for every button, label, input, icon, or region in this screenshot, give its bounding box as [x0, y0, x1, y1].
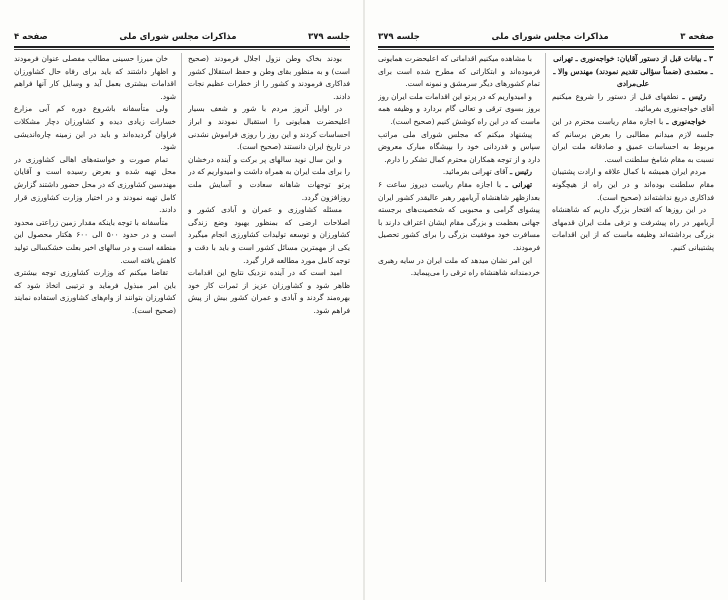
paragraph: تقاضا میکنم که وزارت کشاورزی توجه بیشتری باین امر مبذول فرماید و ترتیبی اتخاذ شود که کشاورزان بتوانند از وام‌های کشاورزی استفاده نمایند (صحیح است).	[14, 268, 176, 315]
speech-text: با اجازه مقام ریاست دیروز ساعت ۶ بعدازظهر شاهنشاه آریامهر رهبر عالیقدر کشور ایران پیشوای گرامی و محبوبی که شخصیت‌های برجسته جهانی بعظمت و بزرگی مقام ایشان اعتراف دارند با مسافرت خود موفقیت بزرگی را برای کشور تحصیل فرمودند.	[378, 179, 540, 252]
header-rule	[14, 46, 350, 48]
column-divider	[181, 53, 182, 582]
text-column-right	[552, 53, 714, 582]
publication-title: مذاکرات مجلس شورای ملی	[491, 32, 609, 42]
paragraph: امید است که در آینده نزدیک نتایج این اقدامات ظاهر شود و کشاورزان عزیز از ثمرات کار خود بهره‌مند گردند و آبادی و عمران کشور بیش از پیش فراهم شود.	[188, 268, 350, 315]
text-column-left	[378, 53, 540, 582]
paragraph	[378, 166, 540, 179]
speech-text: آقای تهرانی بفرمائید.	[442, 167, 508, 177]
paragraph	[552, 91, 714, 116]
section-heading: ۳ ـ بیانات قبل از دستور آقایان: خواجه‌نوری ـ تهرانی ـ معتمدی (ضمناً سؤالی تقدیم نمودند) مهندس والا ـ علی‌مرادی	[553, 54, 713, 89]
page-number: صفحه ۳	[680, 32, 714, 42]
paragraph: ولی متأسفانه باشروع دوره کم آبی مزارع خسارات زیادی دیده و کشاورزان دچار مشکلات فراوان گردیده‌اند و باید در این زمینه چاره‌اندیشی شود.	[14, 104, 176, 152]
paragraph: در اوایل آنروز مردم با شور و شعف بسیار اعلیحضرت همایونی را استقبال نمودند و ابراز احساسات کردند و این روز را روزی فراموش نشدنی در تاریخ ایران دانستند (صحیح است).	[188, 104, 350, 152]
paragraph: این امر نشان میدهد که ملت ایران در سایه رهبری خردمندانه شاهنشاه راه ترقی را می‌پیماید.	[378, 255, 540, 278]
paragraph: پیشنهاد میکنم که مجلس شورای ملی مراتب سپاس و قدردانی خود را بپیشگاه مبارک معروض دارد و از توجه همکاران محترم کمال تشکر را دارم.	[378, 129, 540, 164]
header-rule-thin	[378, 49, 714, 50]
paragraph: تمام صورت و خواسته‌های اهالی کشاورزی در محل تهیه شده و بعرض رسیده است و آقایان مهندسین کشاورزی که در محل حضور داشتند گزارش کامل تهیه نمودند و در اختیار وزارت کشاورزی قرار دادند.	[14, 154, 176, 215]
header-rule	[378, 46, 714, 48]
page-header	[378, 30, 714, 44]
speaker-name: رئیس ـ	[682, 91, 706, 101]
session-number: جلسه ۳۷۹	[308, 32, 350, 42]
speech-text: با اجازه مقام ریاست محترم در این جلسه لازم میدانم مطالبی را بعرض برسانم که مربوط به احساسات عمیق و صادقانه ملت ایران نسبت به مقام شامخ سلطنت است.	[552, 116, 714, 164]
page-number: صفحه ۴	[14, 32, 48, 42]
paragraph: متأسفانه با توجه باینکه مقدار زمین زراعتی محدود است و در حدود ۵۰۰ الی ۶۰۰ هکتار محصول این منطقه است و در سالهای اخیر بعلت خشکسالی تولید کاهش یافته است.	[14, 217, 176, 265]
paragraph: خان میرزا حسینی مطالب مفصلی عنوان فرمودند و اظهار داشتند که باید برای رفاه حال کشاورزان اقدامات بیشتری بعمل آید و وسایل کار آنها فراهم شود.	[14, 54, 176, 101]
speaker-name: رئیس ـ	[509, 167, 532, 177]
paragraph: مردم ایران همیشه با کمال علاقه و ارادت پشتیبان مقام سلطنت بوده‌اند و در این راه از هیچگونه فداکاری دریغ نداشته‌اند (صحیح است).	[552, 167, 714, 202]
speech-text: نطقهای قبل از دستور را شروع میکنیم آقای خواجه‌نوری بفرمائید.	[552, 91, 714, 114]
header-rule-thin	[14, 49, 350, 50]
speaker-name: تهرانی ـ	[505, 179, 532, 189]
text-column-right	[188, 53, 350, 582]
paragraph	[552, 116, 714, 166]
paragraph: و امیدواریم که در پرتو این اقدامات ملت ایران روز بروز بسوی ترقی و تعالی گام بردارد و وظیفه همه ماست که در این راه کوشش کنیم (صحیح است).	[378, 91, 540, 126]
paragraph: مسئله کشاورزی و عمران و آبادی کشور و اصلاحات ارضی که بمنظور بهبود وضع زندگی کشاورزان و توسعه تولیدات کشاورزی انجام میگیرد یکی از مهمترین مسائل کشور است و باید با دقت و توجه کامل مورد مطالعه قرار گیرد.	[188, 205, 350, 265]
text-column-left	[14, 53, 176, 582]
session-number: جلسه ۳۷۹	[378, 32, 420, 42]
speaker-name: خواجه‌نوری ـ	[666, 116, 706, 126]
right-page	[364, 0, 728, 600]
page-header	[14, 30, 350, 44]
paragraph: در این روزها که افتخار بزرگ داریم که شاهنشاه آریامهر در راه پیشرفت و ترقی ملت ایران قدمهای بزرگی برداشته‌اند وظیفه ماست که از این اقدامات پشتیبانی کنیم.	[552, 205, 714, 252]
column-divider	[545, 53, 546, 582]
publication-title: مذاکرات مجلس شورای ملی	[119, 32, 237, 42]
paragraph: با مشاهده میکنیم اقداماتی که اعلیحضرت همایونی فرموده‌اند و ابتکاراتی که مطرح شده است برای تمام کشورهای دیگر سرمشق و نمونه است.	[378, 54, 540, 89]
paragraph	[378, 179, 540, 255]
paragraph: و این سال نوید سالهای پر برکت و آینده درخشان را برای ملت ایران به همراه داشت و امیدواریم که در پرتو توجهات شاهانه سعادت و آسایش ملت روزافزون گردد.	[188, 154, 350, 202]
paragraph: بودند بخاک وطن نزول اجلال فرمودند (صحیح است) و به منظور بقای وطن و حفظ استقلال کشور فداکاری فرمودند و کشور را از خطرات عظیم نجات دادند.	[188, 54, 350, 101]
